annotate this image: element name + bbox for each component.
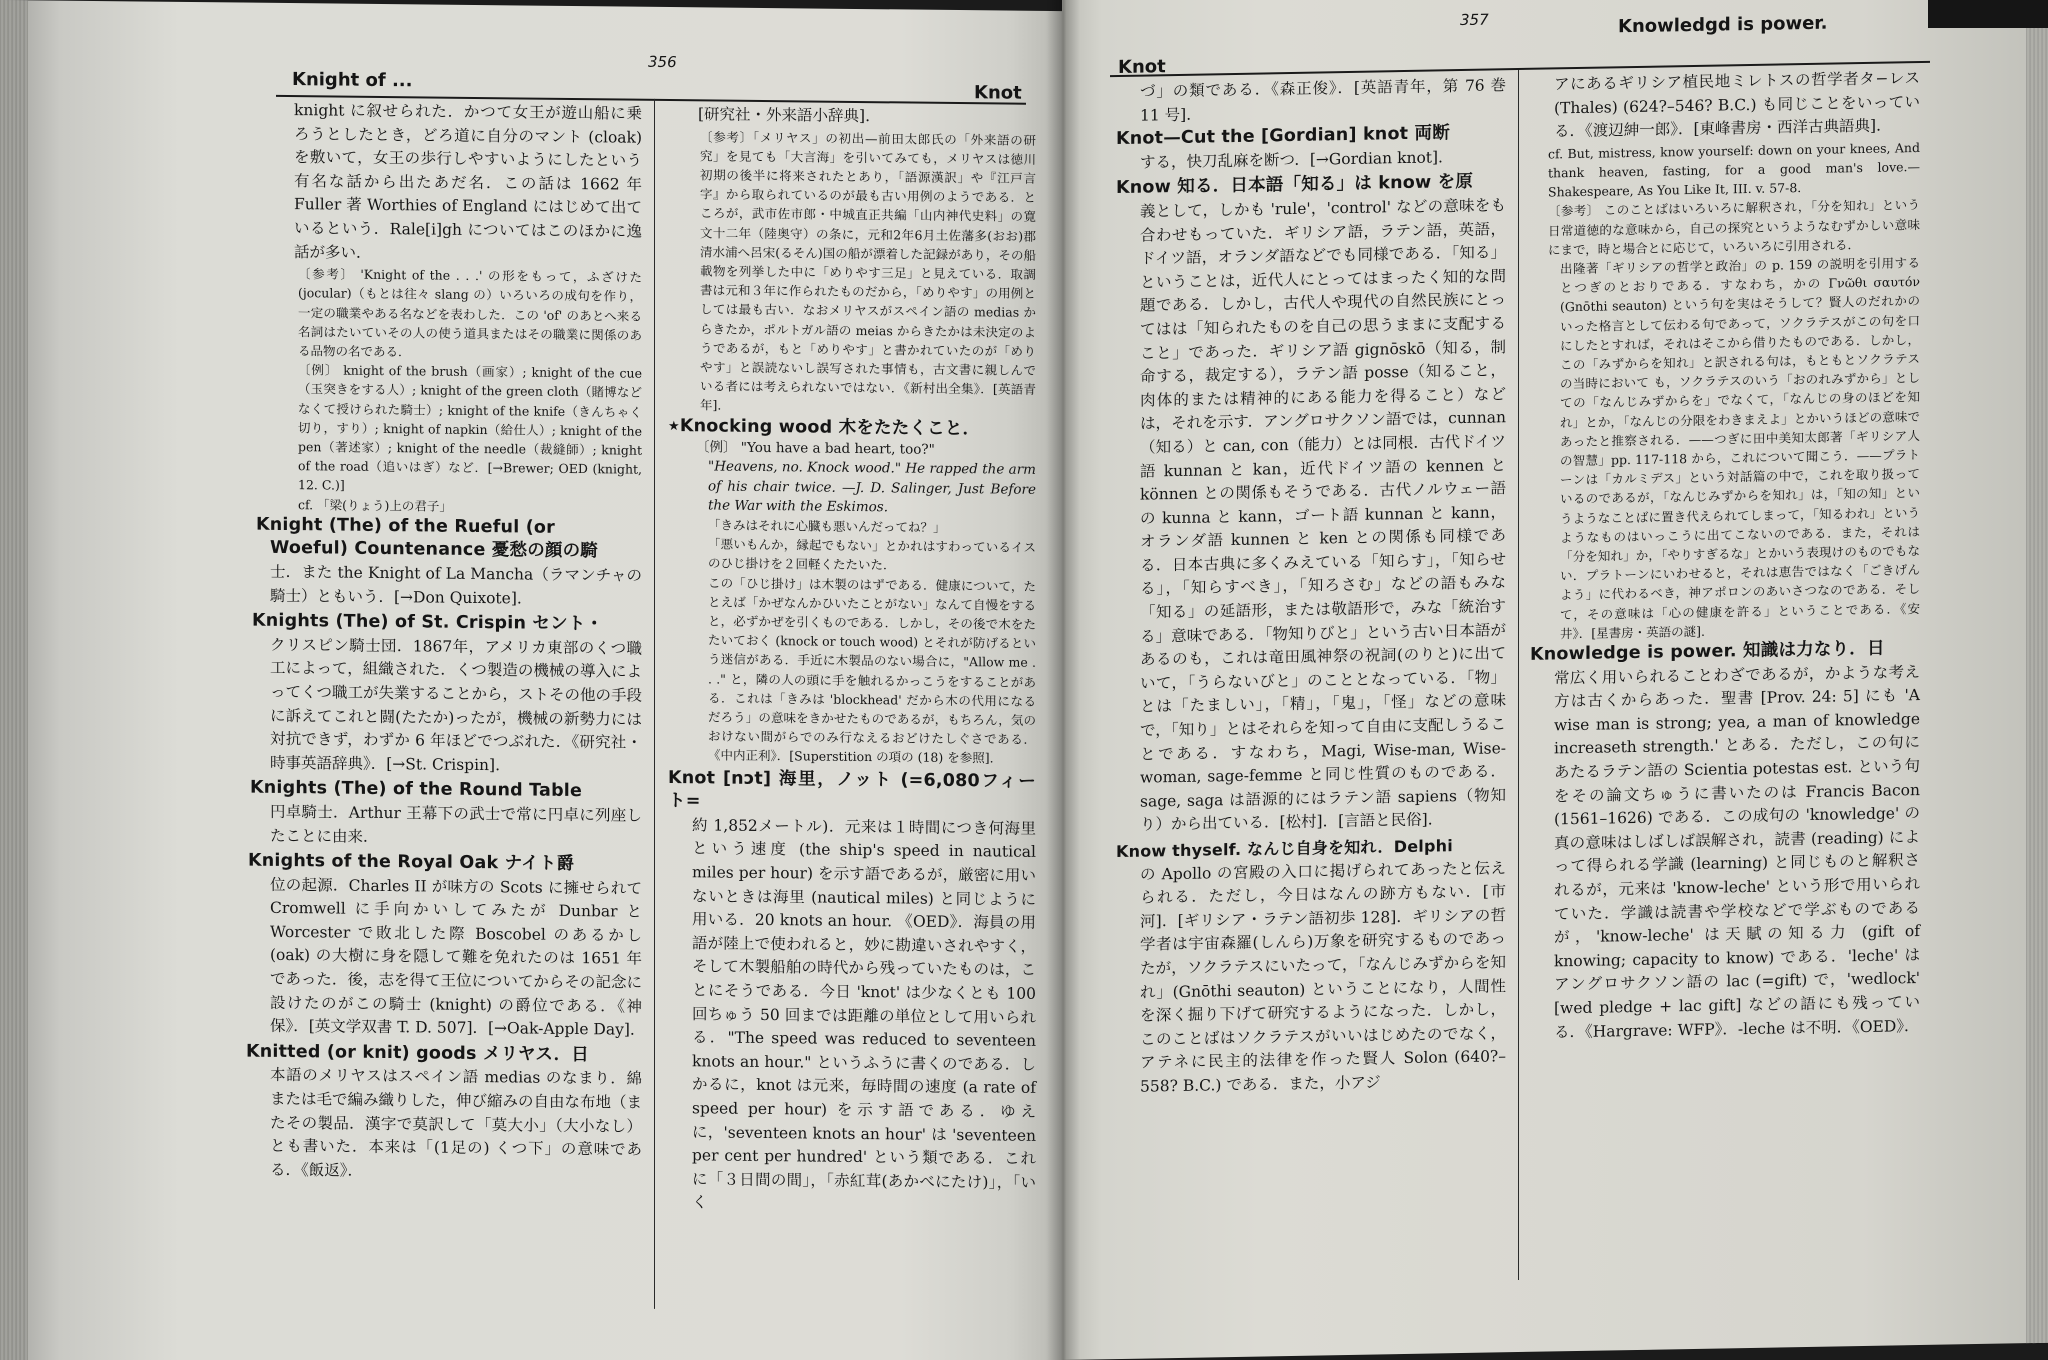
running-head-left: Knight of ... (292, 69, 413, 92)
entry-body: 義として，しかも 'rule'，'control' などの意味をも合わせもっていた．ギリシア語，ラテン語，英語，ドイツ語，オランダ語などでも同様である．「知る」ということは，近代人にとってはまったく知的な問題である．しかし，古代人や現代の自然民族にとってはは「知られたものを自己の思うままに支配すること」であった．ギリシア語 gignōskō（知る，制命する，裁定する），ラテン語 posse（知ること，肉体的または精神的にある能力を得ること）などは，それを示す．アングロサクソン語では，cunnan（知る）と can, con（能力）とは同根．古代ドイツ語 kunnan と kan，近代ドイツ語の kennen と können との関係もそうである．古代ノルウェー語の kunna と kann，ゴート語 kunnan と kann，オランダ語 kunnen と ken との関係も同様である．日本古典に多くみえている「知らす」，「知らせる」，「知らすべき」，「知ろさむ」などの語もみな「知る」の延語形，または敬語形で，みな「統治する」意味である．「物知りびと」という古い日本語があるのも，これは竜田風神祭の祝詞(のりと)に出ていて，「うらないびと」のこととなっている．「物」とは「たましい」，「精」，「鬼」，「怪」などの意味で，「知り」とはそれらを知って自由に支配しうることである．すなわち，Magi, Wise-man, Wise-woman, sage-femme と同じ性質のものである．sage, saga は語源的にはラテン語 sapiens（物知り）から出ている．[松村]．[言語と民俗]． (1140, 196, 1506, 835)
column-2 (668, 103, 1036, 1221)
cf-quote: cf. But, mistress, know yourself: down on your knees, And thank heaven, fasting, for a good man's love.—Shakespeare, As You Like It, III. v. 57-8. (1548, 139, 1920, 200)
running-head-right-guide: Knot (1118, 56, 1166, 79)
headword: Knights (The) of St. Crispin セント・ (252, 610, 604, 635)
entry-gordian-knot (1116, 121, 1506, 175)
column-3 (1116, 74, 1506, 1101)
entry-know (1116, 171, 1506, 838)
entry-body: 位の起源．Charles II が味方の Scots に擁せられて Cromwell に手向かいしてみたが Dunbar と Worcester で敗北した際 Boscobel のあるかし (oak) の大樹に身を隠して難を免れたのは 1651 年であった．後，志を得て王位についてからその記念に設けたのがこの騎士 (knight) の爵位である．《神保》．[英文学双書 T. D. 507]．[→Oak-Apple Day]. (270, 875, 642, 1039)
cf-note: cf. 「梁(りょう)上の君子」 (298, 496, 452, 514)
reference-note-extended: 出隆著「ギリシアの哲学と政治」の p. 159 の説明を引用するとつぎのとおりである．すなわち，かの Γνῶθι σαυτόν (Gnōthi seauton) という句を実はそうして？賢人のだれかのいった格言として伝わる句であって，ソクラテスがこの句を口にしたとすれば，それはそこから借りたものである．しかし，この「みずからを知れ」と訳される句は，もともとソクラテスの当時において も，ソクラテスのいう「おのれみずから」としての「なんじみずからを」でなくて，「なんじの身のほどを知れ」とか，「なんじの分限をわきまえよ」とかいうほどの意味であったと推察される．——つぎに田中美知太郎著「ギリシア人の智慧」pp. 117-118 から，これについて聞こう．——プラトーンは「カルミデス」という対話篇の中で，これを取り扱っているのであるが，「なんじみずからを知れ」は，「知の知」というようなことばに置き代えられてしまって，「知るわれ」というようなものはいっこうに出てこないのである．また，それは「分を知れ」か，「やりすぎるな」とかいう表現けのものでもない．プラトーンにいわせると，それは恵告ではなく「ごきげんよう」に代わるべき，神アポロンのあいさつなのである．そして，その意味は「心の健康を許る」ということである．《安井》．[星書房・英語の謎]. (1560, 255, 1920, 642)
headword-cont: Woeful) Countenance 憂愁の顔の騎 (270, 538, 599, 562)
entry-knitted-goods (246, 1040, 642, 1186)
entry-continuation: づ」の類である．《森正俊》．[英語青年，第 76 巻 11 号]． (1140, 76, 1506, 125)
page-number-left: 356 (648, 52, 677, 72)
entry-round-table (246, 777, 642, 852)
entry-know-thyself (1116, 833, 1506, 1099)
example-translation: 「悪いもんか，縁起でもない」とかれはすわっているイスのひじ掛けを２回軽くたたいた． (708, 536, 1036, 573)
entry-rueful-countenance (246, 513, 642, 612)
entry-body: 常広く用いられることわざであるが，かような考え方は古くからあった．聖書 [Prov. 24: 5] にも 'A wise man is strong; yea, a man of knowledge increaseth strength.' とある．ただし，この句にあたるラテン語の Scientia potestas est. という句をその論文ちゅうに書いたのは Francis Bacon (1561–1626) である．この成句の 'knowledge' の真の意味はしばしば誤解され，読書 (reading) によって得られる学識 (learning) と同じものと解釈されるが，元来は 'know-leche' という形で用いられていた．学識は読書や学校などで学ぶものであるが，'know-leche' は天賦の知る力 (gift of knowing; capacity to know) である．'leche' はアングロサクソン語の lac (=gift) で，'wedlock' [wed pledge + lac gift] などの語にも残っている．《Hargrave: WFP》．-leche は不明．《OED》． (1554, 662, 1920, 1041)
entry-continuation: アにあるギリシア植民地ミレトスの哲学者タ−レス (Thales) (624?–546? B.C.) も同じことをいっている．《渡辺紳一郎》．[東峰書房・西洋古典語典]． (1554, 69, 1920, 141)
entry-body: 約 1,852メートル)．元来は１時間につき何海里という速度 (the ship's speed in nautical miles per hour) を示す語であるが，厳密に用いないときは海里 (nautical miles) と同じように用いる．20 knots an hour. 《OED》．海員の用語が陸上で使われると，妙に勘違いされやすく，そして木製船舶の時代から残っていたものは，ことにそうである．今日 'knot' は少なくとも 100 回ちゅう 50 回までは距離の単位として用いられる．"The speed was reduced to seventeen knots an hour." というふうに書くのである．しかるに，knot は元来，毎時間の速度 (a rate of speed per hour) を示す語である．ゆえに，'seventeen knots an hour' は 'seventeen per cent per hundred' という類である．これに「３日間の間」，「赤紅茸(あかべにたけ)」，「いく (692, 816, 1036, 1212)
headword: Knights (The) of the Round Table (250, 777, 583, 802)
page-number-right: 357 (1460, 10, 1489, 30)
headword: Knot—Cut the [Gordian] knot 両断 (1116, 123, 1450, 150)
headword: Knight (The) of the Rueful (or (256, 514, 555, 538)
running-head-right: Knowledgd is power. (1618, 12, 1828, 38)
example-line: "Heavens, no. Knock wood." He rapped the arm of his chair twice. —J. D. Salinger, Just Before the War with the Eskimos. (708, 458, 1036, 516)
background-corner (1928, 0, 2048, 28)
page-edge-left (0, 0, 28, 1360)
column-1 (246, 99, 642, 1189)
star-icon: ★ (668, 418, 680, 434)
entry-body: クリスピン騎士団．1867年，アメリカ東部のくつ職工によって，組織された．くつ製造の機械の導入によってくつ職工が失業することから，ストその他の手段に訴えてこれと闘(たたか)ったが，機械の新勢力には対抗できず，わずか 6 年ほどでつぶれた．《研究社・時事英語辞典》．[→St. Crispin]. (270, 635, 643, 774)
entry-body: の Apollo の宮殿の入口に掲げられてあったと伝えられる．ただし，今日はなんの跡方もない．[市河]．[ギリシア・ラテン語初歩 128]．ギリシアの哲学者は宇宙森羅(しんら)万象を研究するものであったが，ソクラテスにいたって，「なんじみずからを知れ」(Gnōthi seauton) ということになり，人間性を深く掘り下げて研究するようになった．しかし，このことばはソクラテスがいいはじめたのでなく，アテネに民主的法律を作った賢人 Solon (640?–558? B.C.) である．また，小アジ (1140, 858, 1506, 1096)
book-gutter (1046, 0, 1080, 1360)
entry-continuation: [研究社・外来語小辞典]. (698, 105, 871, 126)
example-block: 〔例〕 knight of the brush（画家）; knight of the cue（玉突きをする人）; knight of the green cloth（賭博などなくて授けられた騎士）; knight of the knife（きんちゃく切り，すり）; knight of napkin（給仕人）; knight of the pen（著述家）; knight of the needle（裁縫師）; knight of the road（追いはぎ）など．[→Brewer; OED (knight, 12. C.)] (298, 362, 642, 494)
reference-note: 〔参考〕 このことばはいろいろに解釈され，「分を知れ」という日常道徳的な意味から，自己の探究というようなむずかしい意味にまで，時と場合とに応じて，いろいろに引用される． (1548, 197, 1920, 258)
entry-royal-oak (246, 850, 642, 1043)
entry-knot (668, 767, 1036, 1219)
entry-knocking-wood (668, 415, 1036, 769)
entry-body: 本語のメリヤスはスペイン語 medias のなまり．綿または毛で編み織りした，伸び縮みの自由な布地（またその製品．漢字で莫訳して「莫大小」（大小なし）とも書いた．本来は「(1足の) くつ下」の意味である．《飯返》． (270, 1066, 643, 1180)
entry-note: この「ひじ掛け」は木製のはずである．健康について，たとえば「かぜなんかひいたことがない」なんて自慢をすると，必ずかぜを引くものである．しかし，その後で木をたたいておく (knock or touch wood) とそれが防げるという迷信がある．手近に木製品のない場合に，"Allow me . . ." と，隣の人の頭に手を触れるかっこうをすることがある．これは「きみは 'blockhead' だから木の代用になるだろう」の意味をきかせたものであるが，もちろん，気のおけない間がらでのみ行なえるおどけたしぐさである．《中内正利》．[Superstition の項の (18) を参照]. (708, 575, 1036, 766)
column-divider-right (1518, 70, 1519, 1280)
example-line: 〔例〕 "You have a bad heart, too?" (696, 439, 935, 459)
headword-text: Knocking wood 木をたたくこと． (679, 415, 981, 439)
entry-knights-st-crispin (246, 610, 642, 779)
example-translation: 「きみはそれに心臓も悪いんだってね？」 (708, 517, 946, 535)
headword: Knot [nɔt] 海里，ノット (=6,080フィート= (668, 767, 1036, 812)
entry-body: する，快刀乱麻を断つ．[→Gordian knot]. (1140, 148, 1443, 172)
entry-continuation: knight に叙せられた．かつて女王が遊山船に乗ろうとしたとき，どろ道に自分のマント (cloak) を敷いて，女王の歩行しやすいようにしたという有名な話から出たあだ名．この話は 1662 年 Fuller 著 Worthies of England にはじめて出ているという．Rale[i]gh についてはこのほかに逸話が多い． (294, 101, 642, 262)
reference-note: 〔参考〕 'Knight of the . . .' の形をもって，ふざけた (jocular)（もとは往々 slang の）いろいろの成句を作り，一定の職業やある名などを表わした．この 'of' のあとへ来る名詞はたいていその人の使う道具またはその職業に関係のある品物の名である． (298, 266, 642, 360)
headword: Know 知る．日本語「知る」は know を原 (1116, 172, 1474, 199)
headword: Knights of the Royal Oak ナイト爵 (248, 850, 575, 875)
entry-body: 士．また the Knight of La Mancha（ラマンチャの騎士）ともいう．[→Don Quixote]. (270, 562, 642, 608)
column-4 (1530, 67, 1920, 1047)
headword: Know thyself. なんじ自身を知れ．Delphi (1116, 836, 1453, 862)
entry-knowledge-is-power (1530, 637, 1920, 1045)
right-page (1062, 0, 2048, 1360)
headword: Knowledge is power. 知識は力なり．日 (1530, 638, 1885, 665)
column-divider-left (654, 99, 655, 1309)
headword: Knitted (or knit) goods メリヤス．日 (246, 1041, 589, 1066)
page-edge-right (2026, 0, 2048, 1343)
reference-note: 〔参考〕「メリヤス」の初出—前田太郎氏の「外来語の研究」を見ても「大言海」を引いてみても，メリヤスは徳川初期の後半に将来されたとあり，「語源漢訳」や『江戸言字』から取られているのが最も古い用例のようである．ところが，武市佐市郎・中城直正共編「山内神代史料」の寛文十二年（陸奥守）の条に，元和2年6月土佐藩多(おお)郡清水浦へ呂宋(るそん)国の船が漂着した記録があり，その船載物を列挙した中に「めりやす三足」と見えている．取調書は元和３年に作られたものだから，「めりやす」の用例としては最も古い．なおメリヤスがスペイン語の medias からきたか，ポルトガル語の meias からきたかは未決定のようであるが，もと「めりやす」と書かれていたのが「めりやす」と誤読ないし誤写された事情も，古文書に親しんでいる者には考えられないではない．《新村出全集》．[英語青年]. (700, 128, 1036, 413)
entry-body: 円卓騎士．Arthur 王幕下の武士で常に円卓に列座したことに由来． (270, 802, 642, 846)
running-head-left-guide: Knot (974, 82, 1022, 104)
